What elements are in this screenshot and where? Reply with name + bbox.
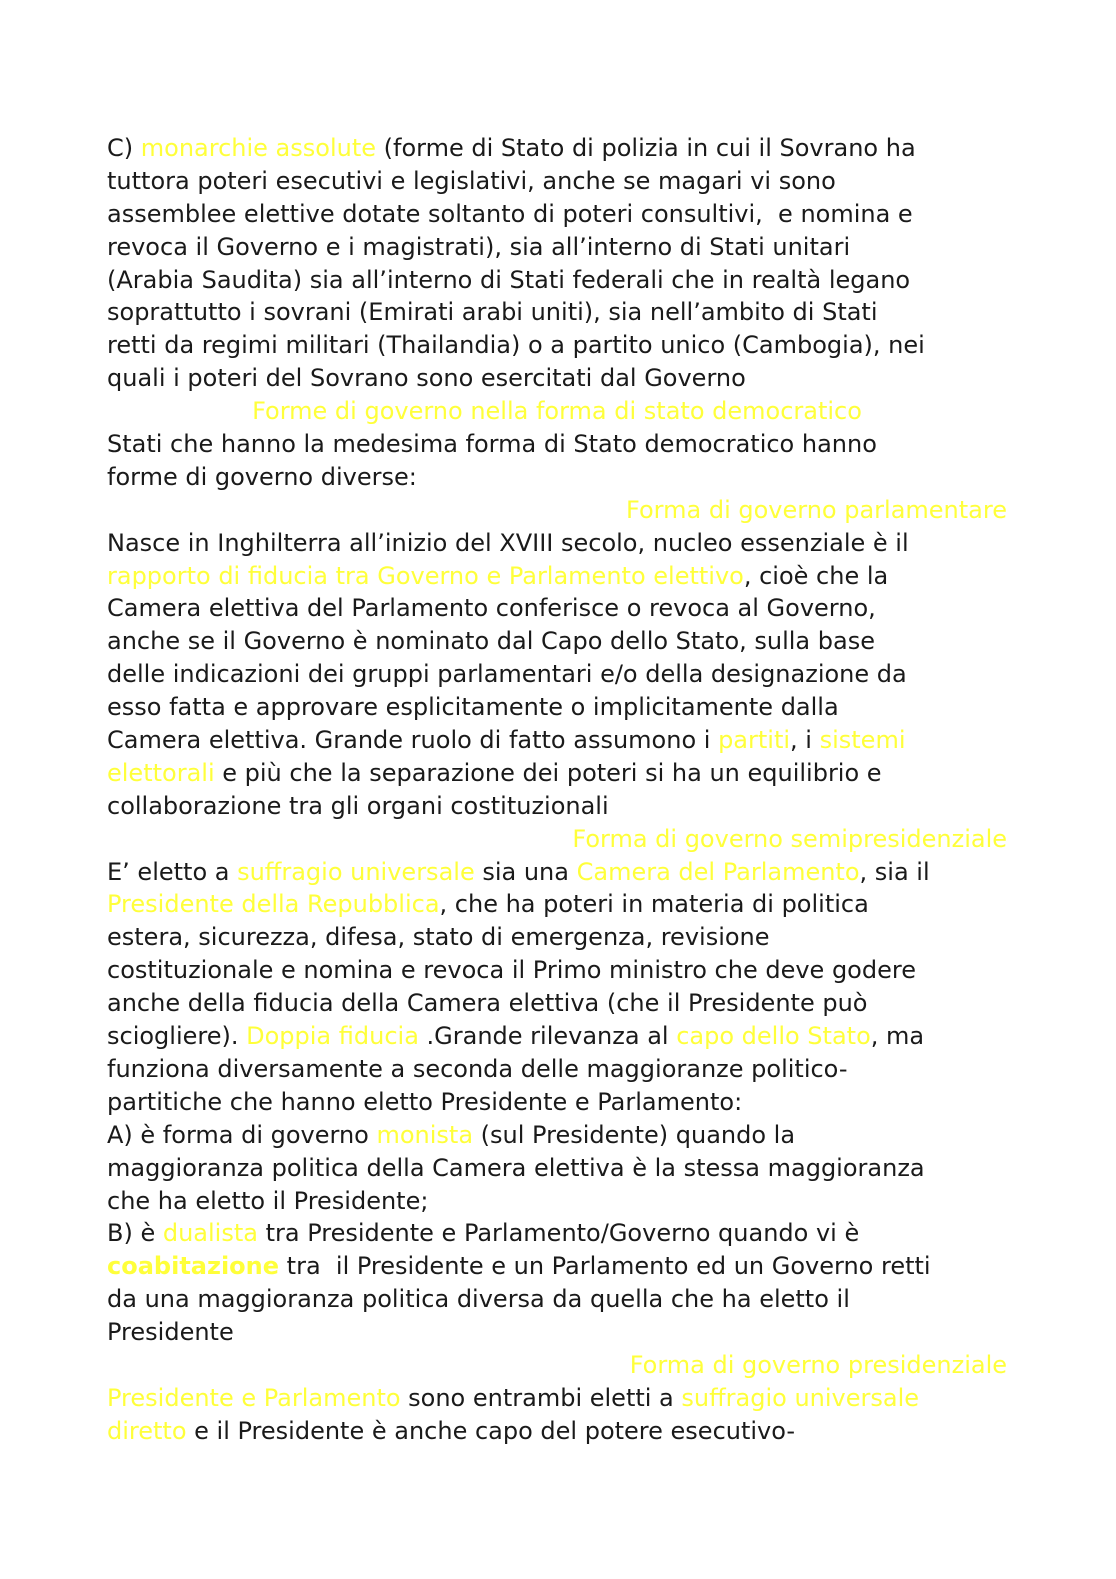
highlighted-term: Presidente e Parlamento xyxy=(107,1383,401,1412)
highlighted-term: Forme di governo nella forma di stato democratico xyxy=(252,397,862,426)
text-run: delle indicazioni dei gruppi parlamentari e/o della designazione da xyxy=(107,660,907,689)
highlighted-term: suffragio universale xyxy=(681,1383,920,1412)
text-line xyxy=(107,1283,1007,1316)
text-line xyxy=(107,987,1007,1020)
text-run: partitiche che hanno eletto Presidente e Parlamento: xyxy=(107,1087,743,1116)
text-line xyxy=(107,757,1007,790)
text-run: e il Presidente è anche capo del potere esecutivo- xyxy=(186,1416,796,1445)
highlighted-term: Forma di governo presidenziale xyxy=(629,1350,1007,1379)
highlighted-term: Presidente della Repubblica xyxy=(107,890,440,919)
section-heading xyxy=(107,395,1007,428)
text-line xyxy=(107,790,1007,823)
text-line xyxy=(107,1217,1007,1250)
text-run: sia una xyxy=(474,857,577,886)
text-run: collaborazione tra gli organi costituzionali xyxy=(107,791,609,820)
text-run: Stati che hanno la medesima forma di Stato democratico hanno xyxy=(107,430,877,459)
highlighted-term: dualista xyxy=(162,1219,258,1248)
text-run: funziona diversamente a seconda delle maggioranze politico- xyxy=(107,1054,848,1083)
text-line xyxy=(107,1119,1007,1152)
text-run: tra Presidente e Parlamento/Governo quando vi è xyxy=(257,1219,860,1248)
text-line xyxy=(107,1415,1007,1448)
text-run: assemblee elettive dotate soltanto di poteri consultivi, e nomina e xyxy=(107,199,913,228)
highlighted-term: suffragio universale xyxy=(237,857,475,886)
text-run: (sul Presidente) quando la xyxy=(473,1120,796,1149)
highlighted-term: sistemi xyxy=(819,726,906,755)
text-run: sono entrambi eletti a xyxy=(400,1383,682,1412)
highlighted-term: rapporto di fiducia tra Governo e Parlamento elettivo xyxy=(107,561,744,590)
text-run: Nasce in Inghilterra all’inizio del XVIII secolo, nucleo essenziale è il xyxy=(107,528,909,557)
text-line xyxy=(107,231,1007,264)
highlighted-term: partiti xyxy=(718,726,791,755)
text-run: tuttora poteri esecutivi e legislativi, anche se magari vi sono xyxy=(107,166,836,195)
text-line xyxy=(107,132,1007,165)
text-line xyxy=(107,461,1007,494)
text-run: anche se il Governo è nominato dal Capo dello Stato, sulla base xyxy=(107,627,875,656)
text-run: .Grande rilevanza al xyxy=(418,1022,677,1051)
text-run: soprattutto i sovrani (Emirati arabi uniti), sia nell’ambito di Stati xyxy=(107,298,878,327)
text-line xyxy=(107,921,1007,954)
text-run: revoca il Governo e i magistrati), sia all’interno di Stati unitari xyxy=(107,232,851,261)
text-run: che ha eletto il Presidente; xyxy=(107,1186,429,1215)
highlighted-term: elettorali xyxy=(107,758,215,787)
text-line xyxy=(107,1020,1007,1053)
text-line xyxy=(107,1250,1007,1283)
text-line xyxy=(107,1382,1007,1415)
text-line xyxy=(107,1185,1007,1218)
text-line xyxy=(107,625,1007,658)
text-run: (Arabia Saudita) sia all’interno di Stati federali che in realtà legano xyxy=(107,265,911,294)
text-run: forme di governo diverse: xyxy=(107,462,417,491)
highlighted-term: monista xyxy=(376,1120,474,1149)
text-run: , cioè che la xyxy=(743,561,889,590)
text-run: A) è forma di governo xyxy=(107,1120,377,1149)
text-line xyxy=(107,362,1007,395)
text-line xyxy=(107,856,1007,889)
text-line xyxy=(107,198,1007,231)
text-run: , i xyxy=(790,726,820,755)
highlighted-term: Camera del Parlamento xyxy=(576,857,860,886)
highlighted-term: coabitazione xyxy=(107,1252,280,1281)
highlighted-term: capo dello Stato xyxy=(676,1022,871,1051)
text-line xyxy=(107,329,1007,362)
text-line xyxy=(107,527,1007,560)
text-run: C) xyxy=(107,134,141,162)
text-run: Presidente xyxy=(107,1318,234,1347)
text-run: sciogliere). xyxy=(107,1022,247,1051)
text-run: tra il Presidente e un Parlamento ed un Governo retti xyxy=(279,1252,931,1281)
highlighted-term: Forma di governo parlamentare xyxy=(626,495,1007,524)
text-run: da una maggioranza politica diversa da quella che ha eletto il xyxy=(107,1285,850,1314)
text-run: quali i poteri del Sovrano sono esercitati dal Governo xyxy=(107,364,746,393)
text-run: maggioranza politica della Camera elettiva è la stessa maggioranza xyxy=(107,1153,925,1182)
highlighted-term: diretto xyxy=(107,1416,187,1445)
section-heading xyxy=(107,1349,1007,1382)
text-run: , che ha poteri in materia di politica xyxy=(439,890,869,919)
text-line xyxy=(107,1053,1007,1086)
highlighted-term: Doppia fiducia xyxy=(246,1022,419,1051)
document-body xyxy=(107,132,1007,1448)
text-run: (forme di Stato di polizia in cui il Sovrano ha xyxy=(376,134,916,162)
text-line xyxy=(107,658,1007,691)
text-run: anche della fiducia della Camera elettiva (che il Presidente può xyxy=(107,989,868,1018)
text-run: Camera elettiva del Parlamento conferisce o revoca al Governo, xyxy=(107,594,876,623)
text-line xyxy=(107,724,1007,757)
text-line xyxy=(107,428,1007,461)
text-run: costituzionale e nomina e revoca il Primo ministro che deve godere xyxy=(107,956,916,985)
text-line xyxy=(107,691,1007,724)
text-run: , ma xyxy=(870,1022,925,1051)
text-line xyxy=(107,264,1007,297)
text-run: B) è xyxy=(107,1219,163,1248)
text-run: estera, sicurezza, difesa, stato di emergenza, revisione xyxy=(107,923,770,952)
text-line xyxy=(107,888,1007,921)
text-run: esso fatta e approvare esplicitamente o implicitamente dalla xyxy=(107,693,839,722)
text-line xyxy=(107,560,1007,593)
text-line xyxy=(107,592,1007,625)
text-run: Camera elettiva. Grande ruolo di fatto assumono i xyxy=(107,726,719,755)
section-heading xyxy=(107,823,1007,856)
text-run: E’ eletto a xyxy=(107,857,238,886)
highlighted-term: Forma di governo semipresidenziale xyxy=(572,824,1007,853)
text-line xyxy=(107,165,1007,198)
text-line xyxy=(107,1152,1007,1185)
text-line xyxy=(107,296,1007,329)
text-line xyxy=(107,954,1007,987)
text-run: e più che la separazione dei poteri si ha un equilibrio e xyxy=(214,758,882,787)
text-line xyxy=(107,1316,1007,1349)
text-run: retti da regimi militari (Thailandia) o a partito unico (Cambogia), nei xyxy=(107,331,925,360)
highlighted-term: monarchie assolute xyxy=(140,134,376,162)
text-line xyxy=(107,1086,1007,1119)
text-run: , sia il xyxy=(859,857,930,886)
section-heading xyxy=(107,494,1007,527)
